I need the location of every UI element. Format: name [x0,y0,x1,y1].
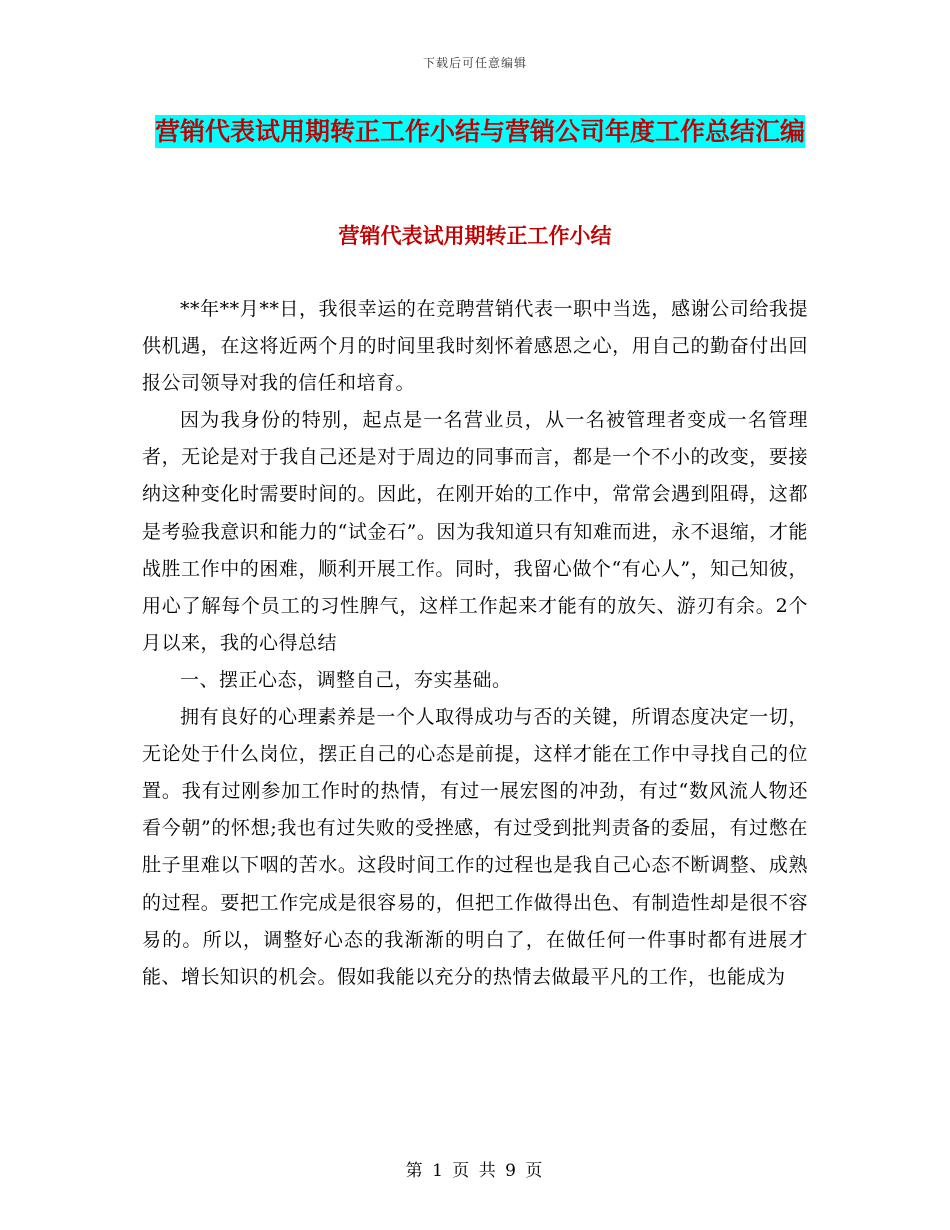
paragraph: **年**月**日，我很幸运的在竞聘营销代表一职中当选，感谢公司给我提供机遇，在这将近两个月的时间里我时刻怀着感恩之心，用自己的勤奋付出回报公司领导对我的信任和培育。 [142,298,808,395]
section-title: 营销代表试用期转正工作小结 [338,224,612,248]
paragraph: 拥有良好的心理素养是一个人取得成功与否的关键，所谓态度决定一切，无论处于什么岗位，摆正自己的心态是前提，这样才能在工作中寻找自己的位置。我有过刚参加工作时的热情，有过一展宏图的冲劲，有过“数风流人物还看今朝”的怀想;我也有过失败的受挫感，有过受到批判责备的委屈，有过憋在肚子里难以下咽的苦水。这段时间工作的过程也是我自己心态不断调整、成熟的过程。要把工作完成是很容易的，但把工作做得出色、有制造性却是很不容易的。所以，调整好心态的我渐渐的明白了，在做任何一件事时都有进展才能、增长知识的机会。假如我能以充分的热情去做最平凡的工作，也能成为 [142,706,808,988]
document-body [142,291,808,996]
paragraph: 一、摆正心态，调整自己，夯实基础。 [180,668,512,691]
paragraph: 因为我身份的特别，起点是一名营业员，从一名被管理者变成一名管理者，无论是对于我自己还是对于周边的同事而言，都是一个不小的改变，要接纳这种变化时需要时间的。因此，在刚开始的工作中，常常会遇到阻碍，这都是考验我意识和能力的“试金石”。因为我知道只有知难而进，永不退缩，才能战胜工作中的困难，顺利开展工作。同时，我留心做个“有心人”，知己知彼，用心了解每个员工的习性脾气，这样工作起来才能有的放矢、游刃有余。2个月以来，我的心得总结 [142,409,808,654]
document-title [150,108,810,156]
document-title-text: 营销代表试用期转正工作小结与营销公司年度工作总结汇编 [154,117,805,146]
header-note: 下载后可任意编辑 [422,56,527,70]
page-footer: 第 1 页 共 9 页 [405,1161,545,1181]
